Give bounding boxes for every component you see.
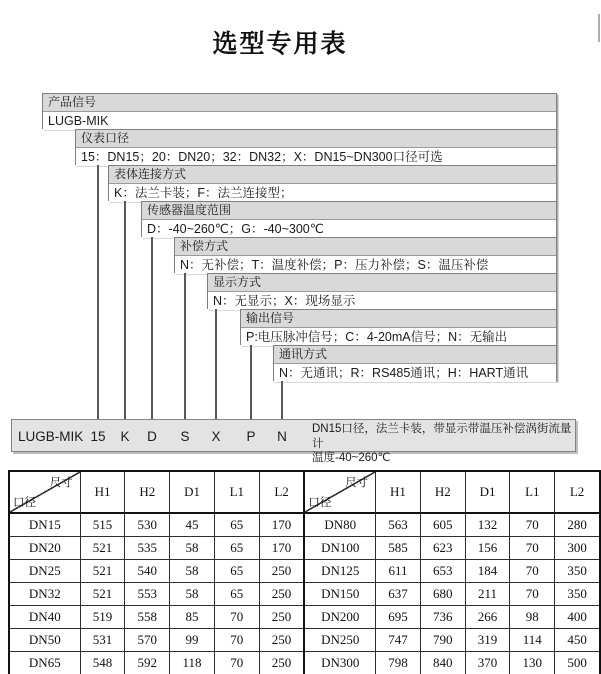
dimension-table-header	[9, 471, 600, 513]
cascade-box-label: 传感器温度范围	[142, 202, 556, 220]
dimension-value-cell: 58	[170, 583, 215, 606]
table-row	[9, 537, 600, 560]
corner-label-size: 尺寸	[345, 477, 369, 489]
model-description-line1: DN15口径，法兰卡装，带显示带温压补偿涡街流量计	[312, 423, 572, 450]
page-title: 选型专用表	[212, 30, 348, 58]
column-header: L1	[510, 471, 555, 513]
table-row	[9, 513, 600, 537]
dimension-value-cell: 570	[125, 629, 170, 652]
dimension-value-cell: 114	[510, 629, 555, 652]
dimension-value-cell: 747	[376, 629, 421, 652]
column-header: L1	[214, 471, 259, 513]
cascade-box-options: 15：DN15；20：DN20；32：DN32；X：DN15~DN300口径可选	[76, 148, 556, 166]
dimension-value-cell: 798	[376, 652, 421, 674]
table-row	[9, 606, 600, 629]
cascade-box-label: 通讯方式	[274, 346, 556, 364]
table-row	[9, 652, 600, 674]
dimension-value-cell: 611	[376, 560, 421, 583]
dimension-value-cell: 521	[80, 560, 125, 583]
dimension-value-cell: 695	[376, 606, 421, 629]
dimension-value-cell: 58	[170, 560, 215, 583]
dimension-value-cell: 519	[80, 606, 125, 629]
dimension-table	[8, 470, 601, 674]
column-header: H1	[80, 471, 125, 513]
dimension-value-cell: 592	[125, 652, 170, 674]
column-header: L2	[259, 471, 304, 513]
dimension-value-cell: 250	[259, 606, 304, 629]
model-code-letter: K	[120, 429, 130, 444]
model-code-letter: S	[180, 429, 190, 444]
corner-label-diameter: 口径	[308, 497, 332, 509]
dimension-value-cell: 840	[420, 652, 465, 674]
model-code-letter: X	[211, 429, 221, 444]
dimension-value-cell: 99	[170, 629, 215, 652]
dimension-value-cell: 98	[510, 606, 555, 629]
cascade-box-label: 仪表口径	[76, 130, 556, 148]
connector-line	[97, 165, 99, 419]
cascade-box-options: N：无显示；X：现场显示	[208, 292, 556, 310]
model-code-letter: P	[246, 429, 256, 444]
dimension-value-cell: 680	[420, 583, 465, 606]
dimension-value-cell: 266	[465, 606, 510, 629]
dimension-value-cell: 736	[420, 606, 465, 629]
dimension-value-cell: 531	[80, 629, 125, 652]
dimension-value-cell: 530	[125, 513, 170, 537]
column-header: H2	[125, 471, 170, 513]
dimension-value-cell: 70	[214, 652, 259, 674]
dimension-value-cell: 170	[259, 537, 304, 560]
dimension-value-cell: 70	[510, 537, 555, 560]
connector-line	[215, 309, 217, 419]
dimension-value-cell: 118	[170, 652, 215, 674]
diameter-cell: DN50	[9, 629, 80, 652]
cascade-box-6	[240, 309, 557, 345]
cascade-box-options: N：无通讯；R：RS485通讯；H：HART通讯	[274, 364, 556, 382]
column-header: L2	[555, 471, 600, 513]
dimension-value-cell: 521	[80, 537, 125, 560]
diameter-cell: DN15	[9, 513, 80, 537]
cascade-box-3	[141, 201, 557, 237]
dimension-value-cell: 521	[80, 583, 125, 606]
cascade-box-label: 输出信号	[241, 310, 556, 328]
dimension-value-cell: 653	[420, 560, 465, 583]
cascade-box-2	[108, 165, 557, 201]
dimension-value-cell: 65	[214, 537, 259, 560]
dimension-value-cell: 637	[376, 583, 421, 606]
cascade-box-options: D：-40~260℃；G：-40~300℃	[142, 220, 556, 238]
diameter-cell: DN150	[304, 583, 375, 606]
model-code-letter: 15	[90, 429, 106, 444]
diameter-cell: DN100	[304, 537, 375, 560]
diameter-cell: DN40	[9, 606, 80, 629]
cascade-box-options: K：法兰卡装；F：法兰连接型；	[109, 184, 556, 202]
dimension-value-cell: 558	[125, 606, 170, 629]
table-row	[9, 583, 600, 606]
dimension-value-cell: 585	[376, 537, 421, 560]
column-header: D1	[465, 471, 510, 513]
diameter-cell: DN200	[304, 606, 375, 629]
table-row	[9, 560, 600, 583]
dimension-value-cell: 58	[170, 537, 215, 560]
dimension-value-cell: 350	[555, 560, 600, 583]
column-header: H1	[376, 471, 421, 513]
diameter-cell: DN80	[304, 513, 375, 537]
dimension-value-cell: 300	[555, 537, 600, 560]
cascade-box-5	[207, 273, 557, 309]
dimension-value-cell: 280	[555, 513, 600, 537]
cascade-box-options: N：无补偿；T：温度补偿；P：压力补偿；S：温压补偿	[175, 256, 556, 274]
dimension-value-cell: 500	[555, 652, 600, 674]
size-diameter-corner-cell	[304, 471, 375, 513]
model-prefix: LUGB-MIK	[18, 429, 84, 444]
column-header: H2	[420, 471, 465, 513]
dimension-value-cell: 65	[214, 513, 259, 537]
dimension-value-cell: 85	[170, 606, 215, 629]
connector-line	[124, 201, 126, 419]
dimension-value-cell: 563	[376, 513, 421, 537]
model-example-row	[11, 419, 576, 464]
dimension-value-cell: 45	[170, 513, 215, 537]
diameter-cell: DN20	[9, 537, 80, 560]
size-diameter-corner-cell	[9, 471, 80, 513]
cascade-box-label: 补偿方式	[175, 238, 556, 256]
table-header-row	[9, 471, 600, 513]
cascade-box-label: 产品信号	[43, 94, 556, 112]
dimension-value-cell: 250	[259, 583, 304, 606]
dimension-value-cell: 70	[214, 629, 259, 652]
dimension-value-cell: 605	[420, 513, 465, 537]
diameter-cell: DN32	[9, 583, 80, 606]
model-description-line2: 温度-40~260℃	[312, 452, 391, 464]
corner-label-diameter: 口径	[13, 497, 36, 509]
cascade-box-label: 表体连接方式	[109, 166, 556, 184]
dimension-value-cell: 790	[420, 629, 465, 652]
dimension-value-cell: 70	[510, 583, 555, 606]
dimension-value-cell: 319	[465, 629, 510, 652]
dimension-table-body	[9, 513, 600, 674]
dimension-value-cell: 184	[465, 560, 510, 583]
connector-line	[151, 237, 153, 419]
dimension-value-cell: 553	[125, 583, 170, 606]
cascade-box-0	[42, 93, 557, 129]
table-row	[9, 629, 600, 652]
dimension-value-cell: 540	[125, 560, 170, 583]
dimension-value-cell: 250	[259, 652, 304, 674]
dimension-value-cell: 370	[465, 652, 510, 674]
connector-line	[281, 381, 283, 419]
column-header: D1	[170, 471, 215, 513]
cascade-box-7	[273, 345, 557, 381]
dimension-value-cell: 623	[420, 537, 465, 560]
diameter-cell: DN300	[304, 652, 375, 674]
dimension-value-cell: 70	[214, 606, 259, 629]
scrollbar-thumb[interactable]	[598, 14, 600, 42]
cascade-box-options: LUGB-MIK	[43, 112, 556, 130]
dimension-value-cell: 450	[555, 629, 600, 652]
dimension-value-cell: 170	[259, 513, 304, 537]
cascade-box-1	[75, 129, 557, 165]
model-description	[312, 422, 572, 466]
dimension-value-cell: 250	[259, 560, 304, 583]
dimension-value-cell: 211	[465, 583, 510, 606]
dimension-value-cell: 70	[510, 560, 555, 583]
dimension-value-cell: 130	[510, 652, 555, 674]
dimension-value-cell: 400	[555, 606, 600, 629]
cascade-box-4	[174, 237, 557, 273]
diameter-cell: DN25	[9, 560, 80, 583]
cascade-box-label: 显示方式	[208, 274, 556, 292]
dimension-value-cell: 535	[125, 537, 170, 560]
dimension-value-cell: 70	[510, 513, 555, 537]
cascade-box-options: P:电压脉冲信号；C：4-20mA信号；N：无输出	[241, 328, 556, 346]
dimension-value-cell: 548	[80, 652, 125, 674]
dimension-value-cell: 250	[259, 629, 304, 652]
corner-label-size: 尺寸	[49, 477, 73, 489]
dimension-value-cell: 515	[80, 513, 125, 537]
dimension-value-cell: 350	[555, 583, 600, 606]
diameter-cell: DN65	[9, 652, 80, 674]
dimension-value-cell: 65	[214, 560, 259, 583]
model-code-letter: D	[147, 429, 157, 444]
diameter-cell: DN125	[304, 560, 375, 583]
dimension-value-cell: 65	[214, 583, 259, 606]
dimension-value-cell: 132	[465, 513, 510, 537]
connector-line	[184, 273, 186, 419]
diameter-cell: DN250	[304, 629, 375, 652]
connector-line	[250, 345, 252, 419]
model-code-letter: N	[277, 429, 287, 444]
dimension-value-cell: 156	[465, 537, 510, 560]
